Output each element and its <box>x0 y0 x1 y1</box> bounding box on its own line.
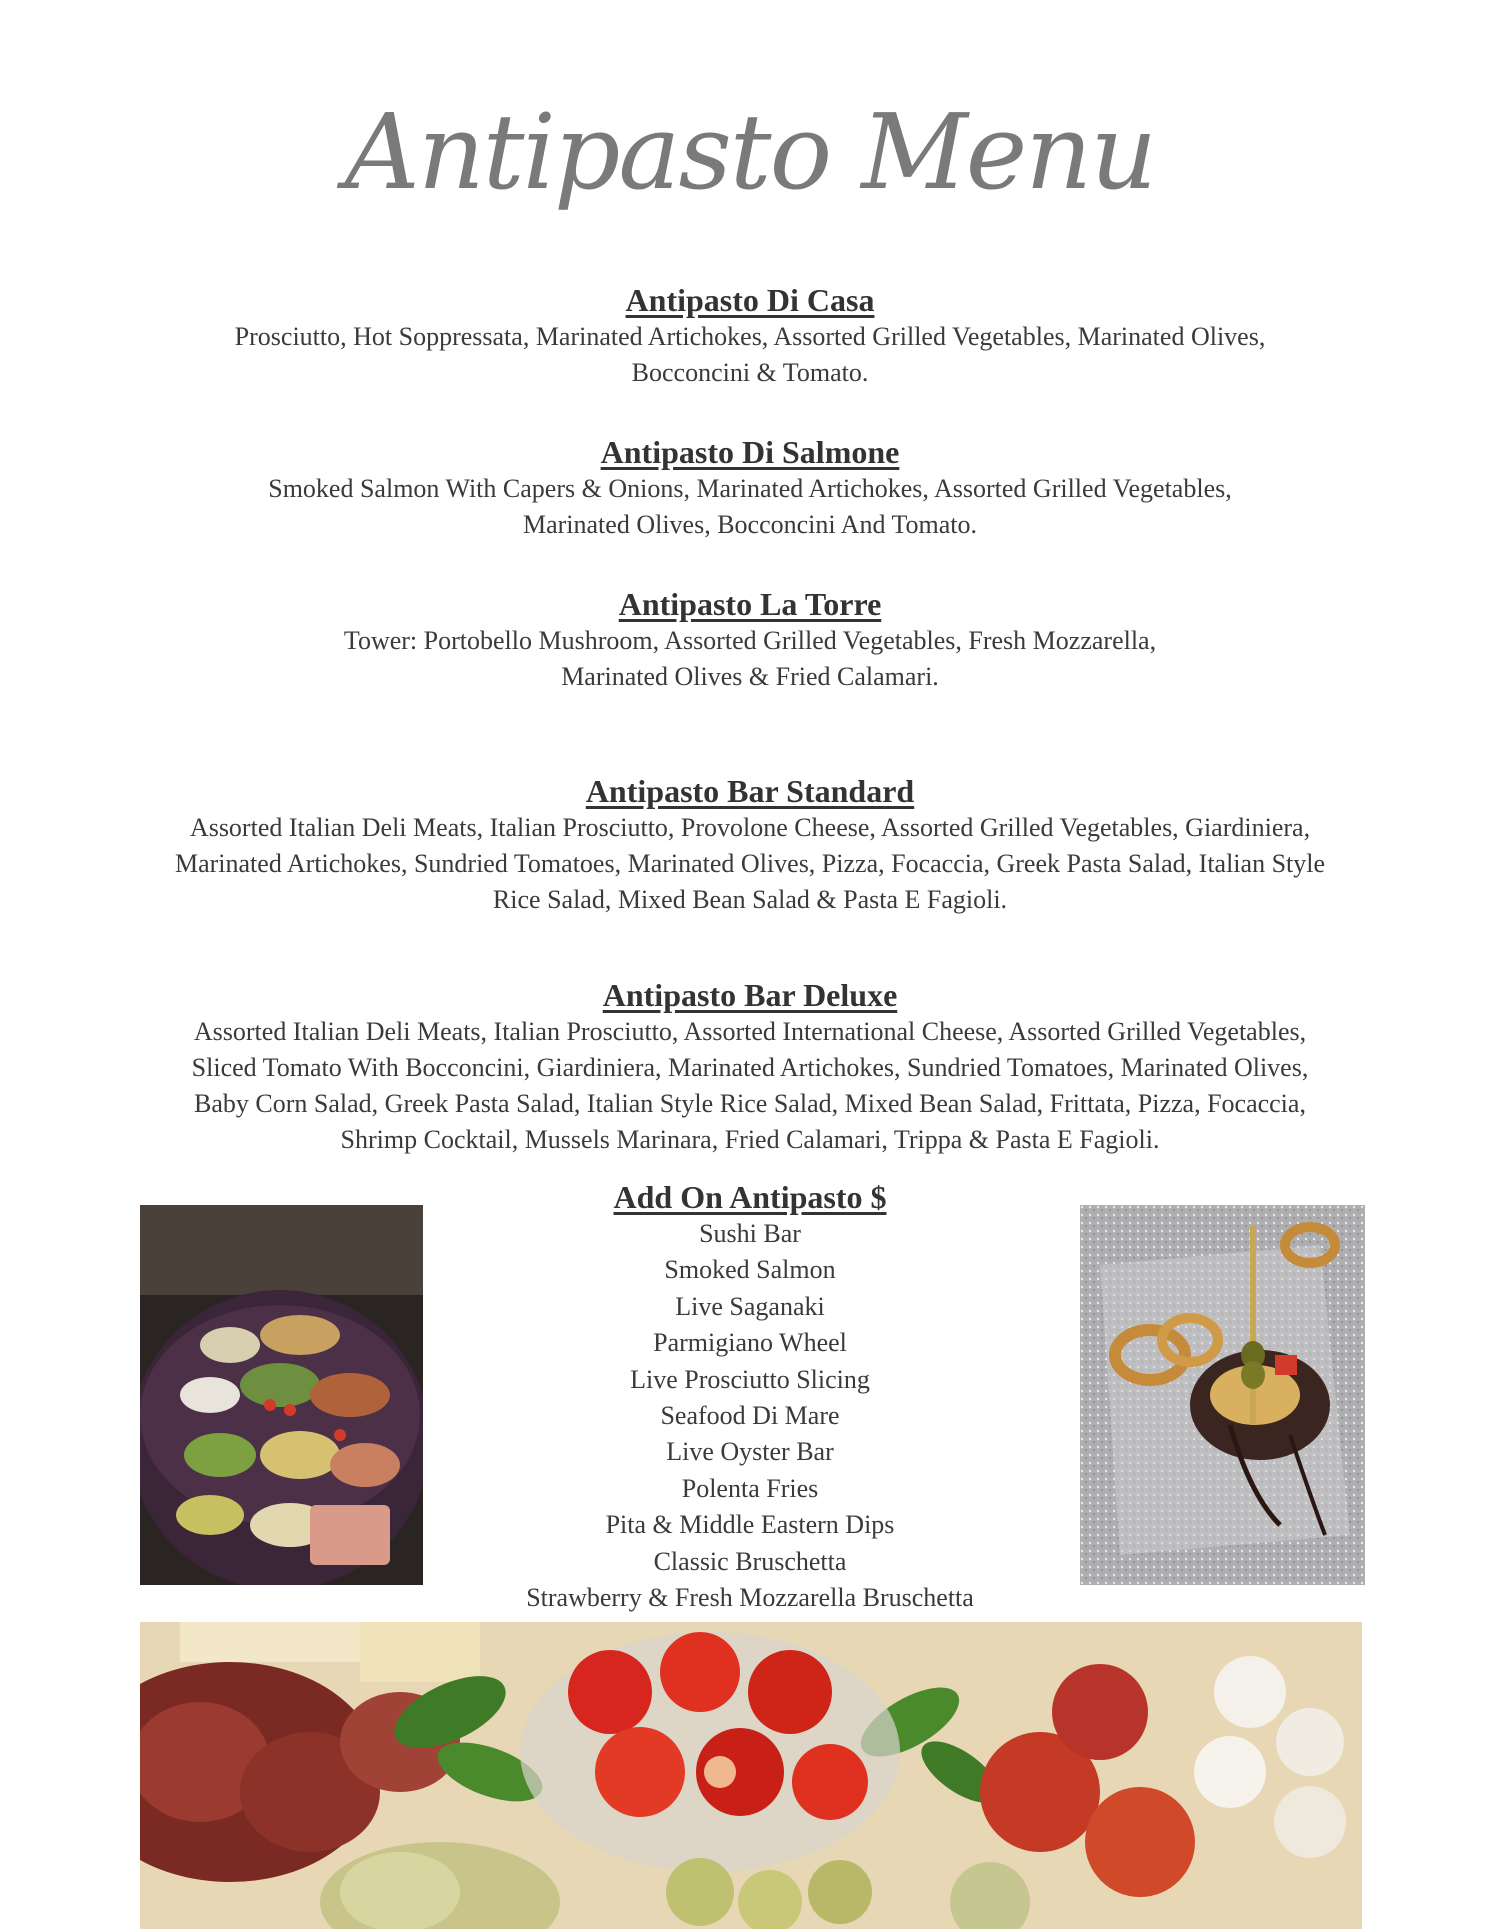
list-item: Sushi Bar <box>699 1219 801 1248</box>
section-heading: Antipasto Di Salmone <box>600 434 900 470</box>
list-item: Live Oyster Bar <box>666 1437 834 1467</box>
section-line: Shrimp Cocktail, Mussels Marinara, Fried Calamari, Trippa & Pasta E Fagioli. <box>340 1125 1160 1154</box>
section-antipasto-di-casa <box>120 281 1380 391</box>
list-item: Classic Bruschetta <box>653 1546 847 1576</box>
section-antipasto-bar-deluxe <box>120 976 1380 1158</box>
section-line: Rice Salad, Mixed Bean Salad & Pasta E Fagioli. <box>492 885 1008 914</box>
section-line: Marinated Olives & Fried Calamari. <box>561 662 939 691</box>
section-line: Marinated Artichokes, Sundried Tomatoes, Marinated Olives, Pizza, Focaccia, Greek Pasta Salad, Italian Style <box>174 849 1326 878</box>
tower-appetizer-photo <box>1080 1205 1365 1585</box>
section-line: Marinated Olives, Bocconcini And Tomato. <box>522 510 978 539</box>
list-item: Pita & Middle Eastern Dips <box>605 1510 895 1540</box>
page-title: Antipasto Menu <box>344 91 1156 213</box>
section-add-on-antipasto <box>460 1178 1040 1616</box>
list-item: Seafood Di Mare <box>660 1401 840 1431</box>
list-item: Live Saganaki <box>675 1291 825 1321</box>
section-antipasto-bar-standard <box>120 772 1380 918</box>
section-heading: Antipasto Bar Standard <box>585 773 915 809</box>
section-line: Assorted Italian Deli Meats, Italian Prosciutto, Provolone Cheese, Assorted Grilled Vegetables, Giardiniera, <box>189 813 1311 842</box>
list-item: Parmigiano Wheel <box>653 1328 847 1358</box>
section-heading: Antipasto Bar Deluxe <box>602 977 898 1013</box>
antipasto-table-photo <box>140 1205 423 1585</box>
list-item: Smoked Salmon <box>664 1255 836 1285</box>
section-line: Smoked Salmon With Capers & Onions, Marinated Artichokes, Assorted Grilled Vegetables, <box>268 474 1232 503</box>
section-line: Baby Corn Salad, Greek Pasta Salad, Italian Style Rice Salad, Mixed Bean Salad, Frittata, Pizza, Focaccia, <box>194 1089 1306 1118</box>
antipasto-banner-photo <box>140 1622 1362 1929</box>
list-item: Strawberry & Fresh Mozzarella Bruschetta <box>526 1583 974 1613</box>
section-line: Sliced Tomato With Bocconcini, Giardiniera, Marinated Artichokes, Sundried Tomatoes, Marinated Olives, <box>191 1053 1309 1082</box>
list-item: Polenta Fries <box>681 1473 819 1503</box>
addon-list <box>460 1216 1040 1616</box>
section-line: Bocconcini & Tomato. <box>631 358 869 387</box>
section-line: Tower: Portobello Mushroom, Assorted Grilled Vegetables, Fresh Mozzarella, <box>343 626 1157 655</box>
section-heading: Antipasto Di Casa <box>625 282 875 318</box>
section-antipasto-di-salmone <box>120 433 1380 543</box>
section-antipasto-la-torre <box>120 585 1380 695</box>
section-line: Prosciutto, Hot Soppressata, Marinated Artichokes, Assorted Grilled Vegetables, Marinated Olives, <box>234 322 1266 351</box>
section-heading: Add On Antipasto $ <box>613 1179 887 1215</box>
section-line: Assorted Italian Deli Meats, Italian Prosciutto, Assorted International Cheese, Assorted Grilled Vegetables, <box>193 1017 1307 1046</box>
section-heading: Antipasto La Torre <box>618 586 882 622</box>
list-item: Live Prosciutto Slicing <box>630 1364 870 1394</box>
